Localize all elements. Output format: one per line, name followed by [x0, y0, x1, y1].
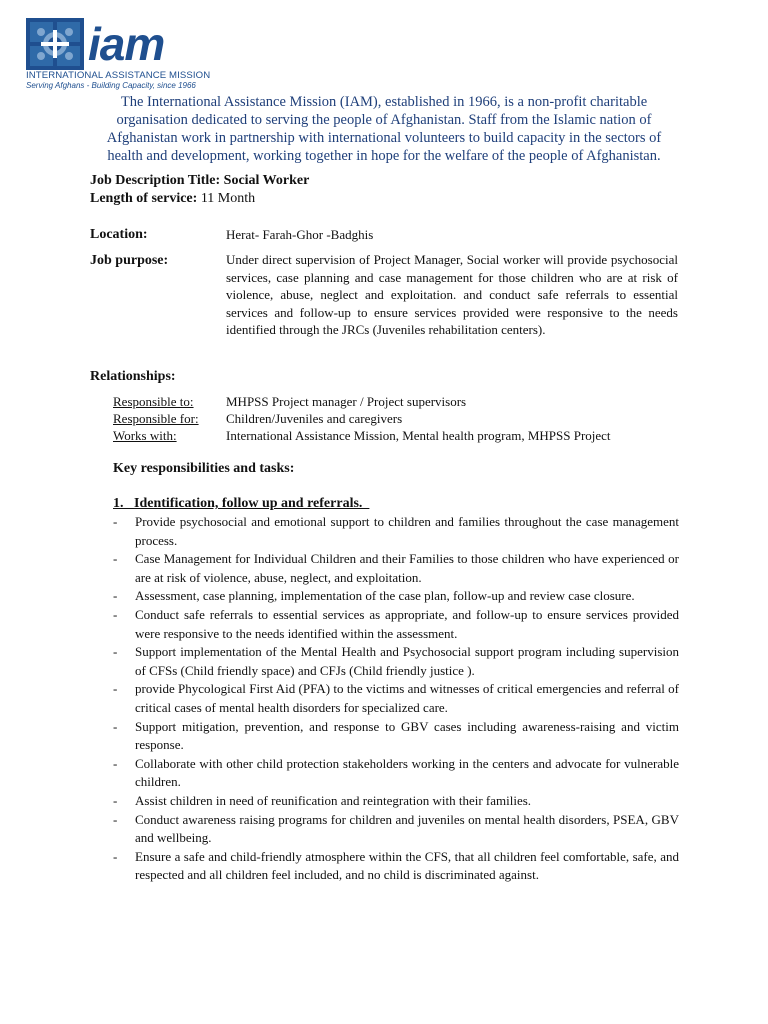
relationship-value: International Assistance Mission, Mental health program, MHPSS Project: [226, 428, 611, 443]
bullet-dash: -: [113, 848, 118, 864]
task-text: Support mitigation, prevention, and response to GBV cases including awareness-raising and victim response.: [135, 718, 679, 753]
job-purpose-label: Job purpose:: [90, 253, 169, 268]
relationship-key: Responsible for:: [113, 411, 199, 426]
relationship-key: Works with:: [113, 428, 177, 443]
bullet-dash: -: [113, 681, 118, 697]
bullet-dash: -: [113, 588, 118, 604]
task-text: Provide psychosocial and emotional support to children and families throughout the case management process.: [135, 514, 679, 548]
task-text: Ensure a safe and child-friendly atmosphere within the CFS, that all children feel comfortable, safe, and respected and all children feel included, and no child is discriminated against.: [135, 848, 679, 883]
intro-paragraph: The International Assistance Mission (IAM), established in 1966, is a non-profit charitable organisation dedicated to serving the people of Afghanistan. Staff from the Islamic nation of Afghanistan work in partnership with international volunteers to build capacity in the sectors of health and development, working together in hope for the welfare of the people of Afghanistan.: [106, 94, 662, 164]
bullet-dash: -: [113, 644, 118, 660]
logo-org-name: INTERNATIONAL ASSISTANCE MISSION: [26, 70, 211, 81]
bullet-dash: -: [113, 606, 118, 622]
task-text: Conduct awareness raising programs for children and juveniles on mental health disorders, PSEA, GBV and wellbeing.: [135, 811, 679, 846]
location-label: Location:: [90, 227, 148, 242]
task-text: Assist children in need of reunification and reintegration with their families.: [135, 792, 532, 808]
relationship-value: Children/Juveniles and caregivers: [226, 411, 403, 426]
job-title-value: Social Worker: [223, 173, 310, 188]
list-item: [113, 513, 679, 550]
list-item: [113, 680, 679, 717]
location-value: Herat- Farah-Ghor -Badghis: [226, 227, 374, 242]
job-title-label: Job Description Title:: [90, 173, 221, 188]
list-item: [113, 718, 679, 755]
bullet-dash: -: [113, 551, 118, 567]
logo-tagline: Serving Afghans - Building Capacity, since 1966: [26, 81, 196, 90]
iam-emblem-icon: [26, 18, 84, 70]
list-item: [113, 643, 679, 680]
bullet-dash: -: [113, 755, 118, 771]
list-item: [113, 792, 679, 811]
relationship-key: Responsible to:: [113, 394, 194, 409]
iam-logo: [26, 18, 211, 90]
list-item: [113, 755, 679, 792]
relationships-title: Relationships:: [90, 369, 176, 384]
job-purpose-text: Under direct supervision of Project Manager, Social worker will provide psychosocial services, case planning and case management for those children who are at risk of violence, abuse, neglect and exploitation. and conduct safe referrals to essential services and follow-up to ensure services provided were responsive to the needs identified through the JRCs (Juveniles rehabilitation centers).: [226, 252, 678, 338]
list-item: [113, 848, 679, 885]
bullet-dash: -: [113, 718, 118, 734]
bullet-dash: -: [113, 792, 118, 808]
task-text: Conduct safe referrals to essential services as appropriate, and follow-up to ensure services provided were responsive to the needs identified within the assessment.: [135, 606, 679, 641]
task-text: Collaborate with other child protection stakeholders working in the centers and advocate for vulnerable children.: [135, 755, 679, 790]
list-item: [113, 606, 679, 643]
logo-wordmark: iam: [88, 18, 165, 70]
length-of-service-line: [90, 190, 255, 208]
task-text: Support implementation of the Mental Health and Psychosocial support program including supervision of CFSs (Child friendly space) and CFJs (Child friendly justice ).: [135, 644, 679, 678]
bullet-dash: -: [113, 811, 118, 827]
length-of-service-label: Length of service:: [90, 191, 198, 206]
task-list: [113, 513, 679, 885]
relationship-value: MHPSS Project manager / Project supervisors: [226, 394, 467, 409]
section-1-title: 1. Identification, follow up and referrals.: [113, 496, 370, 511]
task-text: Case Management for Individual Children and their Families to those children who have experienced or are at risk of violence, abuse, neglect, and exploitation.: [135, 551, 679, 585]
job-title-line: [90, 172, 309, 190]
list-item: [113, 550, 679, 587]
task-text: Assessment, case planning, implementation of the case plan, follow-up and review case closure.: [135, 588, 635, 604]
list-item: [113, 811, 679, 848]
bullet-dash: -: [113, 514, 118, 529]
task-text: provide Phycological First Aid (PFA) to the victims and witnesses of critical emergencies and referral of critical cases of mental health disorders for specialized care.: [135, 681, 679, 715]
length-of-service-value: 11 Month: [200, 191, 256, 206]
key-responsibilities-title: Key responsibilities and tasks:: [113, 461, 295, 476]
list-item: [113, 587, 679, 606]
